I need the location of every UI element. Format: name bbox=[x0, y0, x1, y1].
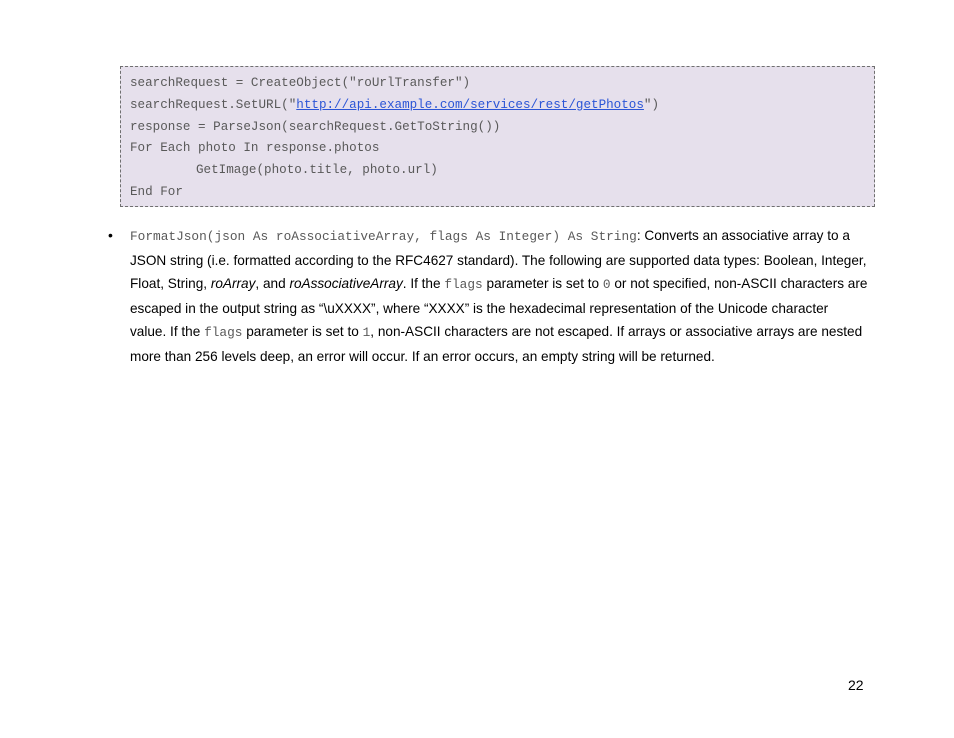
page-number: 22 bbox=[848, 677, 864, 693]
code-text: searchRequest.SetURL(" bbox=[130, 97, 297, 112]
inline-code: flags bbox=[204, 325, 243, 341]
bullet-marker: • bbox=[108, 227, 113, 243]
inline-code: flags bbox=[444, 277, 483, 293]
type-name: roArray bbox=[210, 276, 256, 292]
description-text: parameter is set to bbox=[482, 276, 603, 292]
function-signature: FormatJson(json As roAssociativeArray, flags As Integer) As String bbox=[130, 229, 637, 244]
code-line bbox=[130, 95, 874, 117]
code-line: GetImage(photo.title, photo.url) bbox=[196, 163, 438, 178]
description-text: : Converts an associative array to a JSON string (i.e. formatted according to the RFC4627 standard). The following are supported data types: Boolean, Integer, Float, String, bbox=[130, 228, 867, 292]
code-text: ") bbox=[643, 97, 660, 112]
code-line: End For bbox=[130, 184, 183, 199]
code-example-box bbox=[120, 66, 875, 207]
inline-code: 0 bbox=[602, 277, 611, 293]
inline-code: 1 bbox=[362, 325, 371, 341]
description-text: or not specified, non-ASCII characters are escaped in the output string as “\uXXXX”, where “XXXX” is the hexadecimal representation of the Unicode character value. If the bbox=[130, 276, 868, 340]
code-line: response = ParseJson(searchRequest.GetToString()) bbox=[130, 119, 501, 134]
type-name: roAssociativeArray bbox=[289, 276, 403, 292]
description-text: , non-ASCII characters are not escaped. If arrays or associative arrays are nested more than 256 levels deep, an error will occur. If an error occurs, an empty string will be returned. bbox=[130, 324, 863, 364]
description-text: parameter is set to bbox=[242, 324, 363, 340]
api-url-link[interactable]: http://api.example.com/services/rest/getPhotos bbox=[296, 97, 644, 112]
description-text: . If the bbox=[402, 276, 445, 292]
description-text: , and bbox=[255, 276, 290, 292]
code-line: searchRequest = CreateObject("roUrlTransfer") bbox=[130, 76, 471, 90]
formatjson-description bbox=[130, 224, 868, 369]
code-line: For Each photo In response.photos bbox=[130, 141, 380, 156]
